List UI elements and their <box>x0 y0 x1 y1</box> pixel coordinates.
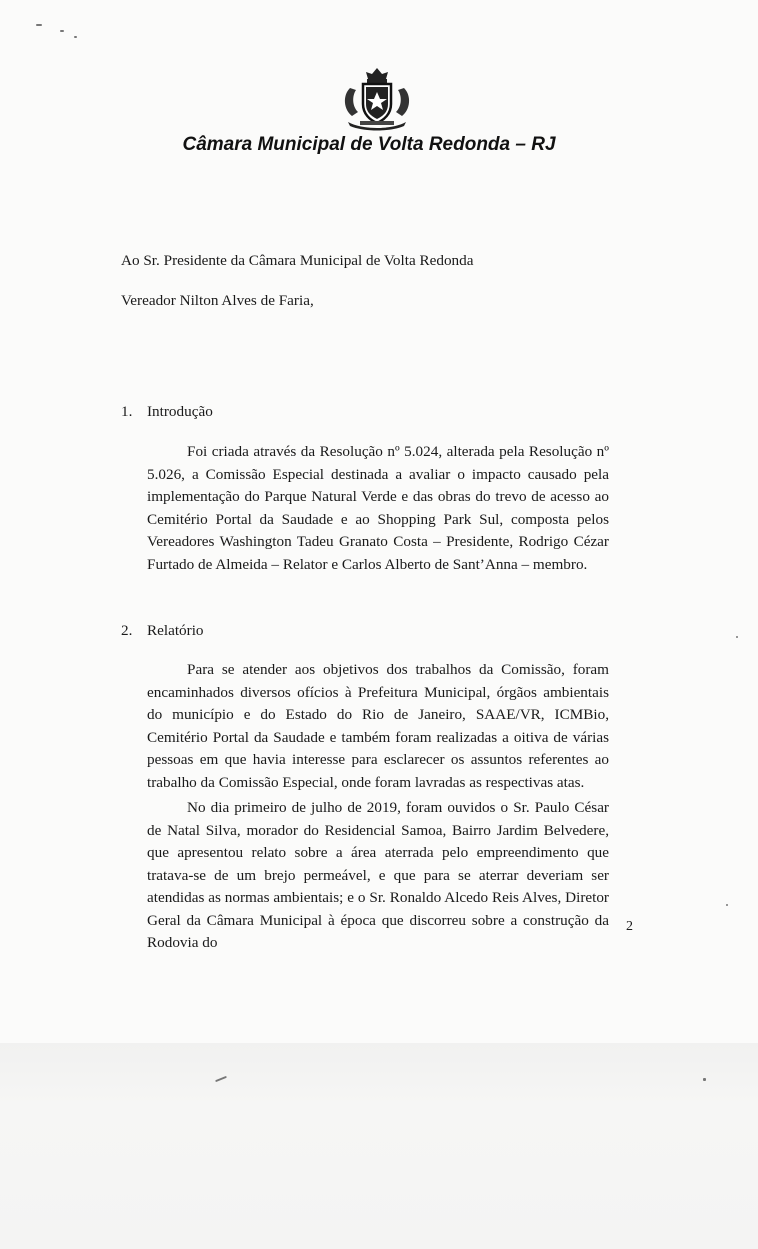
paragraph: Foi criada através da Resolução nº 5.024, alterada pela Resolução nº 5.026, a Comissão Especial destinada a avaliar o impacto causado pela implementação do Parque Natural Verde e das obras do trevo de acesso ao Cemitério Portal da Saudade e ao Shopping Park Sul, composta pelos Vereadores Washington Tadeu Granato Costa – Presidente, Rodrigo Cézar Furtado de Almeida – Relator e Carlos Alberto de Sant’Anna – membro. <box>147 443 609 573</box>
coat-of-arms-icon <box>338 66 416 132</box>
section-title: Introdução <box>147 403 213 420</box>
scan-speck <box>60 30 64 32</box>
section-body-relatorio <box>147 659 609 794</box>
paragraph: No dia primeiro de julho de 2019, foram ouvidos o Sr. Paulo César de Natal Silva, morador do Residencial Samoa, Bairro Jardim Belvedere, que apresentou relato sobre a área aterrada pelo empreendimento que tratava-se de um brejo permeável, e que para se aterrar deveriam ser atendidas as normas ambientais; e o Sr. Ronaldo Alcedo Reis Alves, Diretor Geral da Câmara Municipal à época que discorreu sobre a construção da Rodovia do <box>147 799 609 951</box>
scan-speck <box>726 904 728 906</box>
section-heading-introducao <box>121 401 213 423</box>
page-number: 2 <box>626 919 633 934</box>
paragraph: Para se atender aos objetivos dos trabalhos da Comissão, foram encaminhados diversos ofícios à Prefeitura Municipal, órgãos ambientais do município e do Estado do Rio de Janeiro, SAAE/VR, ICMBio, Cemitério Portal da Saudade e também foram realizadas a oitiva de várias pessoas em que havia interesse para esclarecer os assuntos referentes ao trabalho da Comissão Especial, onde foram lavradas as respectivas atas. <box>147 661 609 791</box>
scan-speck <box>74 36 77 38</box>
section-heading-relatorio <box>121 620 204 642</box>
section-number: 2. <box>121 622 133 639</box>
scan-speck <box>36 24 42 26</box>
institution-header: Câmara Municipal de Volta Redonda – RJ <box>182 134 556 155</box>
scan-background-strip <box>0 1043 758 1249</box>
section-body-relatorio-continued <box>147 797 609 955</box>
scan-speck <box>736 636 738 638</box>
addressee-line: Ao Sr. Presidente da Câmara Municipal de Volta Redonda <box>121 252 474 269</box>
addressee-name: Vereador Nilton Alves de Faria, <box>121 292 314 309</box>
section-number: 1. <box>121 403 133 420</box>
section-title: Relatório <box>147 622 204 639</box>
scan-speck <box>703 1078 706 1081</box>
section-body-introducao <box>147 441 609 576</box>
